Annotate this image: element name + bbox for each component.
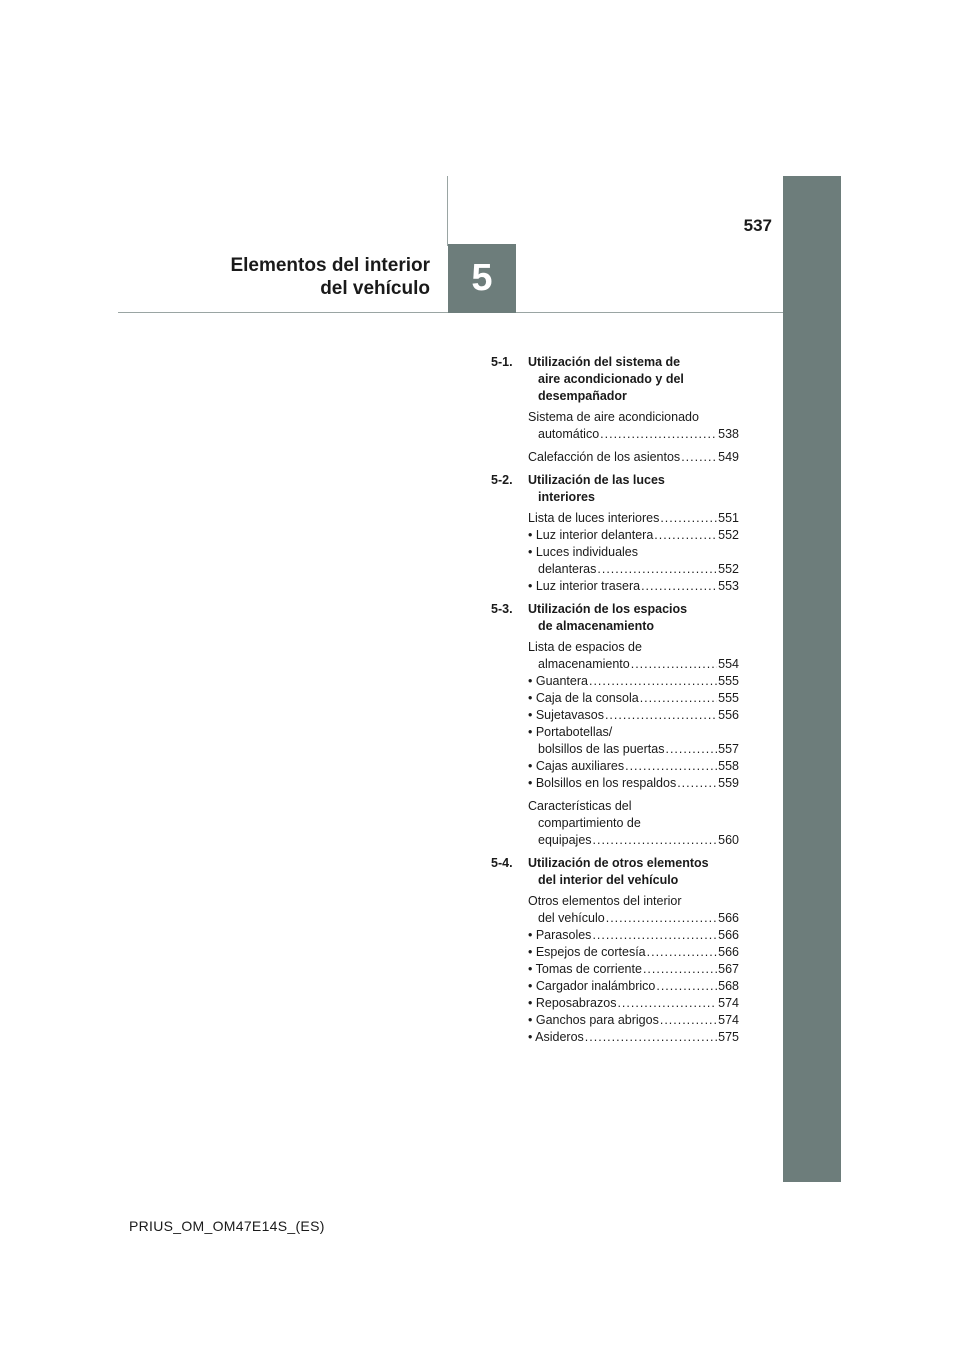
- toc-entry-text: delanteras: [538, 562, 597, 576]
- toc-entry-line: [528, 832, 739, 849]
- dot-leader: [589, 673, 717, 690]
- dot-leader: [631, 656, 717, 673]
- toc-subentry[interactable]: [528, 544, 739, 561]
- toc-entry-text: del vehículo: [538, 911, 605, 925]
- toc-entry-text: • Luces individuales: [528, 545, 638, 559]
- section-title-line: interiores: [538, 490, 595, 504]
- toc-entry-line: [528, 426, 739, 443]
- document-code: PRIUS_OM_OM47E14S_(ES): [129, 1218, 325, 1234]
- dot-leader: [585, 1029, 717, 1046]
- toc-entry-line: [528, 798, 739, 815]
- toc-entry[interactable]: [528, 510, 739, 527]
- dot-leader: [681, 449, 717, 466]
- dot-leader: [606, 910, 717, 927]
- toc-page-number: 552: [718, 562, 739, 576]
- section-title-line: Utilización de los espacios: [528, 602, 688, 616]
- toc-entry-text: • Sujetavasos: [528, 708, 604, 722]
- toc-entry-text: • Guantera: [528, 674, 588, 688]
- dot-leader: [617, 995, 717, 1012]
- dot-leader: [605, 707, 717, 724]
- toc-subentry[interactable]: [528, 995, 739, 1012]
- toc-page-number: 557: [718, 742, 739, 756]
- toc-entry[interactable]: [528, 409, 739, 443]
- toc-section-5-1: [491, 354, 739, 466]
- header-divider-vertical: [447, 176, 448, 246]
- section-title: [528, 472, 739, 506]
- section-title-line: aire acondicionado y del: [538, 372, 684, 386]
- section-title-line: del interior del vehículo: [538, 873, 679, 887]
- page-number: 537: [743, 216, 772, 235]
- toc-subentry[interactable]: [528, 1012, 739, 1029]
- dot-leader: [660, 510, 717, 527]
- dot-leader: [643, 961, 717, 978]
- toc-section-5-4: [491, 855, 739, 1046]
- section-title: [528, 601, 739, 635]
- toc-subentry[interactable]: [528, 578, 739, 595]
- toc-page-number: 556: [718, 708, 739, 722]
- dot-leader: [647, 944, 718, 961]
- toc-subentry[interactable]: [528, 944, 739, 961]
- toc-page-number: 554: [718, 657, 739, 671]
- toc-page-number: 575: [718, 1030, 739, 1044]
- dot-leader: [654, 527, 717, 544]
- toc-entry-text: Características del: [528, 799, 632, 813]
- table-of-contents: [491, 354, 739, 1052]
- toc-subentry[interactable]: [528, 673, 739, 690]
- toc-entry-text: • Cajas auxiliares: [528, 759, 625, 773]
- chapter-side-tab: [783, 176, 841, 1182]
- toc-entry-text: • Caja de la consola: [528, 691, 639, 705]
- toc-page-number: 574: [718, 1013, 739, 1027]
- toc-entry-text: • Ganchos para abrigos: [528, 1013, 659, 1027]
- dot-leader: [593, 832, 718, 849]
- toc-page-number: 558: [718, 759, 739, 773]
- section-number: 5-2.: [491, 473, 513, 487]
- toc-subentry[interactable]: [528, 561, 739, 578]
- toc-page-number: 555: [718, 691, 739, 705]
- toc-entry-text: • Cargador inalámbrico: [528, 979, 656, 993]
- section-heading: [491, 601, 739, 635]
- toc-page-number: 568: [718, 979, 739, 993]
- toc-subentry[interactable]: [528, 690, 739, 707]
- toc-entry-group: [528, 510, 739, 595]
- toc-subentry[interactable]: [528, 527, 739, 544]
- toc-page-number: 552: [718, 528, 739, 542]
- toc-subentry[interactable]: [528, 707, 739, 724]
- toc-section-5-3: [491, 601, 739, 849]
- section-title-line: Utilización de otros elementos: [528, 856, 709, 870]
- section-heading: [491, 354, 739, 405]
- toc-page-number: 559: [718, 776, 739, 790]
- chapter-title: [150, 254, 430, 300]
- section-title-line: de almacenamiento: [538, 619, 655, 633]
- toc-page-number: 538: [718, 427, 739, 441]
- toc-subentry[interactable]: [528, 927, 739, 944]
- toc-page-number: 574: [718, 996, 739, 1010]
- toc-entry-text: • Parasoles: [528, 928, 592, 942]
- toc-entry-text: • Luz interior trasera: [528, 579, 641, 593]
- chapter-title-line2: del vehículo: [320, 278, 430, 299]
- dot-leader: [641, 578, 717, 595]
- toc-subentry[interactable]: [528, 961, 739, 978]
- dot-leader: [677, 775, 717, 792]
- toc-page-number: 549: [718, 450, 739, 464]
- toc-entry-text: • Reposabrazos: [528, 996, 617, 1010]
- toc-page-number: 566: [718, 945, 739, 959]
- dot-leader: [660, 1012, 717, 1029]
- toc-page-number: 560: [718, 833, 739, 847]
- toc-entry-text: Sistema de aire acondicionado: [528, 410, 699, 424]
- toc-entry-group: [528, 893, 739, 1046]
- section-title: [528, 855, 739, 889]
- chapter-number-badge: 5: [448, 244, 516, 313]
- dot-leader: [600, 426, 717, 443]
- toc-entry-text: Lista de luces interiores: [528, 511, 660, 525]
- section-title-line: Utilización del sistema de: [528, 355, 681, 369]
- toc-entry[interactable]: [528, 798, 739, 849]
- dot-leader: [665, 741, 717, 758]
- toc-entry-line: [528, 449, 739, 466]
- toc-entry-text: Lista de espacios de: [528, 640, 642, 654]
- toc-entry-text: • Bolsillos en los respaldos: [528, 776, 677, 790]
- section-title-line: desempañador: [538, 389, 627, 403]
- section-heading: [491, 472, 739, 506]
- toc-entry-text: equipajes: [538, 833, 592, 847]
- toc-entry-line: [528, 409, 739, 426]
- toc-entry[interactable]: [528, 449, 739, 466]
- toc-subentry[interactable]: [528, 1029, 739, 1046]
- toc-entry-text: • Tomas de corriente: [528, 962, 642, 976]
- section-number: 5-3.: [491, 602, 513, 616]
- toc-page-number: 555: [718, 674, 739, 688]
- toc-entry-text: Otros elementos del interior: [528, 894, 682, 908]
- dot-leader: [656, 978, 717, 995]
- toc-entry-text: • Espejos de cortesía: [528, 945, 646, 959]
- section-title: [528, 354, 739, 405]
- toc-page-number: 567: [718, 962, 739, 976]
- dot-leader: [597, 561, 717, 578]
- toc-entry-text: almacenamiento: [538, 657, 630, 671]
- toc-subentry[interactable]: [528, 775, 739, 792]
- toc-entry-text: bolsillos de las puertas: [538, 742, 665, 756]
- toc-entry-text: • Portabotellas/: [528, 725, 613, 739]
- toc-page-number: 566: [718, 911, 739, 925]
- toc-entry[interactable]: [528, 656, 739, 673]
- toc-entry-text: compartimiento de: [538, 816, 641, 830]
- toc-entry[interactable]: [528, 893, 739, 910]
- toc-subentry[interactable]: [528, 758, 739, 775]
- dot-leader: [640, 690, 717, 707]
- toc-section-5-2: [491, 472, 739, 595]
- section-heading: [491, 855, 739, 889]
- toc-page-number: 566: [718, 928, 739, 942]
- toc-entry-text: Calefacción de los asientos: [528, 450, 681, 464]
- section-number: 5-4.: [491, 856, 513, 870]
- toc-subentry[interactable]: [528, 741, 739, 758]
- dot-leader: [592, 927, 717, 944]
- toc-entry-text: • Asideros: [528, 1030, 584, 1044]
- chapter-title-line1: Elementos del interior: [230, 255, 430, 276]
- toc-entry-text: • Luz interior delantera: [528, 528, 654, 542]
- dot-leader: [625, 758, 717, 775]
- toc-entry-text: automático: [538, 427, 600, 441]
- toc-page-number: 551: [718, 511, 739, 525]
- toc-entry-group: [528, 639, 739, 792]
- toc-entry[interactable]: [528, 639, 739, 656]
- toc-entry[interactable]: [528, 910, 739, 927]
- section-number: 5-1.: [491, 355, 513, 369]
- section-title-line: Utilización de las luces: [528, 473, 665, 487]
- toc-page-number: 553: [718, 579, 739, 593]
- toc-entry-line: [528, 815, 739, 832]
- toc-subentry[interactable]: [528, 724, 739, 741]
- toc-subentry[interactable]: [528, 978, 739, 995]
